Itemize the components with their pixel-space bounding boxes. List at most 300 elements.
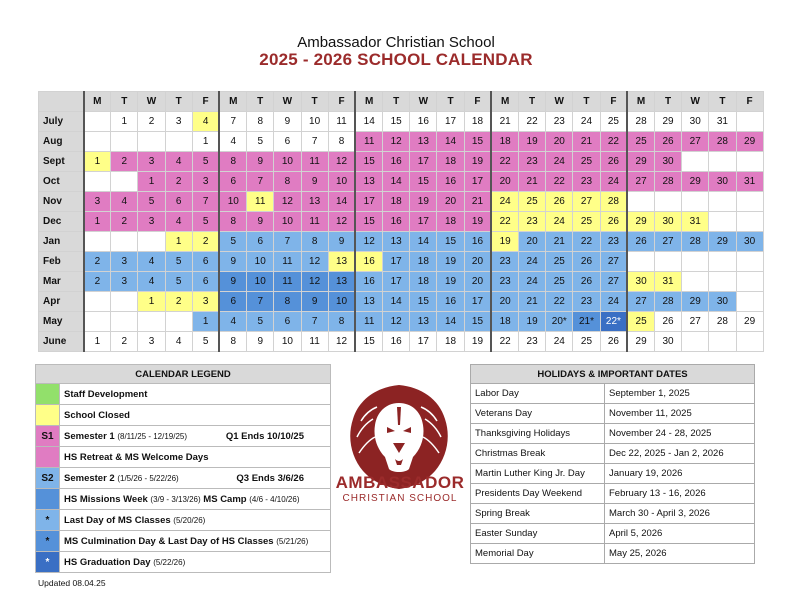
day-cell: 14 (437, 312, 464, 332)
legend-row (36, 531, 331, 552)
day-cell: 10 (247, 252, 274, 272)
day-cell: 6 (192, 252, 219, 272)
month-row (39, 272, 764, 292)
legend-detail: (8/11/25 - 12/19/25) (117, 431, 188, 441)
day-cell: 20 (519, 232, 546, 252)
day-cell (84, 312, 111, 332)
day-cell: 26 (600, 152, 627, 172)
holiday-date: January 19, 2026 (605, 464, 755, 484)
month-label: Apr (39, 292, 84, 312)
day-cell: 13 (410, 312, 437, 332)
day-cell: 23 (491, 272, 518, 292)
day-cell: 11 (328, 112, 355, 132)
day-cell: 10 (301, 112, 328, 132)
day-cell: 13 (410, 132, 437, 152)
month-row (39, 292, 764, 312)
day-cell (736, 192, 763, 212)
legend-row (36, 426, 331, 447)
holiday-date: February 13 - 16, 2026 (605, 484, 755, 504)
day-cell: 3 (84, 192, 111, 212)
day-cell (682, 332, 709, 352)
day-cell: 30 (709, 292, 736, 312)
day-cell: 18 (437, 152, 464, 172)
holiday-name: Presidents Day Weekend (471, 484, 605, 504)
day-cell: 6 (219, 292, 246, 312)
calendar-legend (35, 364, 331, 573)
day-cell (627, 252, 654, 272)
weekday-header: M (355, 92, 382, 112)
weekday-header: W (274, 92, 301, 112)
day-cell: 12 (355, 232, 382, 252)
day-cell: 30 (736, 232, 763, 252)
weekday-header: T (709, 92, 736, 112)
weekday-header: M (627, 92, 654, 112)
day-cell: 3 (192, 292, 219, 312)
day-cell: 4 (165, 212, 192, 232)
day-cell (709, 152, 736, 172)
day-cell: 15 (355, 332, 382, 352)
day-cell: 7 (301, 132, 328, 152)
day-cell: 25 (546, 272, 573, 292)
day-cell (709, 212, 736, 232)
day-cell: 13 (328, 252, 355, 272)
month-label: July (39, 112, 84, 132)
legend-detail: (3/9 - 3/13/26) (150, 494, 201, 504)
month-label: Feb (39, 252, 84, 272)
day-cell: 3 (165, 112, 192, 132)
day-cell: 30 (682, 112, 709, 132)
day-cell: 1 (192, 132, 219, 152)
weekday-header: T (437, 92, 464, 112)
legend-detail: (4/6 - 4/10/26) (249, 494, 300, 504)
day-cell: 2 (111, 212, 138, 232)
day-cell: 15 (437, 232, 464, 252)
weekday-header: T (247, 92, 274, 112)
day-cell: 12 (301, 272, 328, 292)
holiday-name: Labor Day (471, 384, 605, 404)
day-cell: 10 (274, 332, 301, 352)
day-cell (682, 252, 709, 272)
day-cell: 3 (138, 212, 165, 232)
day-cell: 8 (274, 172, 301, 192)
day-cell: 25 (573, 212, 600, 232)
day-cell: 22 (491, 332, 518, 352)
day-cell: 31 (654, 272, 681, 292)
day-cell: 19 (437, 252, 464, 272)
day-cell (111, 132, 138, 152)
day-cell: 22 (546, 172, 573, 192)
holiday-name: Martin Luther King Jr. Day (471, 464, 605, 484)
holiday-date: Dec 22, 2025 - Jan 2, 2026 (605, 444, 755, 464)
day-cell: 14 (383, 292, 410, 312)
day-cell: 12 (383, 132, 410, 152)
day-cell: 23 (600, 232, 627, 252)
day-cell: 3 (111, 272, 138, 292)
day-cell: 17 (464, 292, 491, 312)
holiday-date: May 25, 2026 (605, 544, 755, 564)
holiday-date: November 24 - 28, 2025 (605, 424, 755, 444)
legend-label: HS Graduation Day (5/22/26) (60, 552, 331, 573)
day-cell: 6 (274, 312, 301, 332)
holiday-date: September 1, 2025 (605, 384, 755, 404)
day-cell: 19 (437, 272, 464, 292)
day-cell: 30 (654, 332, 681, 352)
day-cell: 22 (491, 212, 518, 232)
day-cell (709, 252, 736, 272)
legend-label: School Closed (60, 405, 331, 426)
day-cell (654, 252, 681, 272)
month-row (39, 152, 764, 172)
weekday-header: T (654, 92, 681, 112)
day-cell: 31 (709, 112, 736, 132)
day-cell: 25 (627, 312, 654, 332)
holidays-table (470, 364, 755, 564)
day-cell: 31 (736, 172, 763, 192)
day-cell: 29 (709, 232, 736, 252)
day-cell: 23 (519, 152, 546, 172)
holiday-row (471, 524, 755, 544)
day-cell: 15 (410, 172, 437, 192)
weekday-header: W (546, 92, 573, 112)
day-cell: 26 (654, 312, 681, 332)
day-cell: 9 (274, 112, 301, 132)
holiday-date: March 30 - April 3, 2026 (605, 504, 755, 524)
day-cell: 28 (627, 112, 654, 132)
month-label: Mar (39, 272, 84, 292)
day-cell: 25 (573, 332, 600, 352)
day-cell: 9 (219, 252, 246, 272)
day-cell: 26 (627, 232, 654, 252)
day-cell: 29 (627, 152, 654, 172)
day-cell: 18 (491, 132, 518, 152)
day-cell: 24 (600, 292, 627, 312)
day-cell: 14 (383, 172, 410, 192)
day-cell: 5 (219, 232, 246, 252)
day-cell: 2 (192, 232, 219, 252)
day-cell: 4 (165, 332, 192, 352)
legend-row (36, 510, 331, 531)
weekday-header: W (138, 92, 165, 112)
day-cell: 4 (192, 112, 219, 132)
day-cell (84, 232, 111, 252)
day-cell (709, 192, 736, 212)
day-cell: 9 (301, 292, 328, 312)
day-cell (165, 132, 192, 152)
weekday-header: W (410, 92, 437, 112)
legend-swatch: * (36, 552, 60, 573)
day-cell: 3 (192, 172, 219, 192)
day-cell: 13 (383, 232, 410, 252)
legend-swatch (36, 405, 60, 426)
day-cell: 10 (328, 292, 355, 312)
day-cell: 5 (165, 252, 192, 272)
day-cell: 16 (383, 152, 410, 172)
calendar-title: 2025 - 2026 SCHOOL CALENDAR (259, 50, 533, 69)
day-cell: 4 (138, 272, 165, 292)
logo-subtitle: CHRISTIAN SCHOOL (342, 493, 458, 504)
day-cell: 18 (383, 192, 410, 212)
day-cell: 5 (138, 192, 165, 212)
holidays-header: HOLIDAYS & IMPORTANT DATES (471, 365, 755, 384)
day-cell: 14 (437, 132, 464, 152)
month-row (39, 192, 764, 212)
day-cell (736, 152, 763, 172)
day-cell: 16 (410, 112, 437, 132)
day-cell: 29 (627, 332, 654, 352)
day-cell (682, 152, 709, 172)
day-cell: 1 (111, 112, 138, 132)
day-cell (709, 272, 736, 292)
day-cell: 30 (654, 212, 681, 232)
legend-label: Last Day of MS Classes (5/20/26) (60, 510, 331, 531)
legend-quarter-note: Q3 Ends 3/6/26 (236, 472, 304, 484)
day-cell: 3 (138, 332, 165, 352)
day-cell: 25 (573, 152, 600, 172)
day-cell: 18 (437, 212, 464, 232)
day-cell: 25 (546, 252, 573, 272)
day-cell: 19 (519, 312, 546, 332)
day-cell: 23 (491, 252, 518, 272)
day-cell: 26 (546, 192, 573, 212)
day-cell: 9 (328, 232, 355, 252)
holiday-date: April 5, 2026 (605, 524, 755, 544)
day-cell: 11 (274, 272, 301, 292)
day-cell: 5 (165, 272, 192, 292)
holiday-row (471, 404, 755, 424)
day-cell: 16 (383, 212, 410, 232)
day-cell: 24 (546, 212, 573, 232)
day-cell: 21 (491, 112, 518, 132)
day-cell: 22 (546, 292, 573, 312)
day-cell: 27 (682, 132, 709, 152)
legend-row (36, 468, 331, 489)
day-cell: 9 (247, 212, 274, 232)
day-cell: 22* (600, 312, 627, 332)
day-cell: 19 (410, 192, 437, 212)
day-cell (84, 292, 111, 312)
holiday-name: Memorial Day (471, 544, 605, 564)
day-cell: 22 (600, 132, 627, 152)
day-cell (736, 292, 763, 312)
day-cell: 15 (355, 212, 382, 232)
day-cell: 28 (654, 292, 681, 312)
day-cell: 7 (274, 232, 301, 252)
day-cell (627, 192, 654, 212)
day-cell: 4 (219, 312, 246, 332)
day-cell: 1 (165, 232, 192, 252)
day-cell: 6 (247, 232, 274, 252)
legend-label: Staff Development (60, 384, 331, 405)
day-cell: 11 (247, 192, 274, 212)
legend-swatch (36, 384, 60, 405)
weekday-header: T (111, 92, 138, 112)
day-cell: 9 (247, 332, 274, 352)
legend-row (36, 489, 331, 510)
day-cell: 11 (274, 252, 301, 272)
day-cell: 10 (328, 172, 355, 192)
day-cell: 17 (464, 172, 491, 192)
weekday-header: F (464, 92, 491, 112)
day-cell: 2 (84, 272, 111, 292)
day-cell: 1 (138, 292, 165, 312)
day-cell: 10 (274, 152, 301, 172)
holiday-name: Spring Break (471, 504, 605, 524)
day-cell: 7 (219, 112, 246, 132)
legend-row (36, 405, 331, 426)
day-cell: 7 (247, 172, 274, 192)
day-cell: 1 (138, 172, 165, 192)
weekday-header: T (519, 92, 546, 112)
day-cell: 22 (491, 152, 518, 172)
day-cell: 19 (464, 332, 491, 352)
day-cell: 6 (274, 132, 301, 152)
day-cell: 6 (219, 172, 246, 192)
day-cell: 29 (627, 212, 654, 232)
day-cell: 6 (192, 272, 219, 292)
day-cell (736, 112, 763, 132)
day-cell: 18 (464, 112, 491, 132)
day-cell: 28 (682, 232, 709, 252)
day-cell (709, 332, 736, 352)
day-cell: 4 (219, 132, 246, 152)
day-cell: 9 (301, 172, 328, 192)
day-cell: 11 (301, 152, 328, 172)
month-row (39, 252, 764, 272)
day-cell: 11 (355, 312, 382, 332)
day-cell: 29 (736, 132, 763, 152)
day-cell: 27 (682, 312, 709, 332)
day-cell: 24 (546, 332, 573, 352)
day-cell: 12 (328, 152, 355, 172)
day-cell: 2 (138, 112, 165, 132)
day-cell: 8 (328, 312, 355, 332)
weekday-header: M (219, 92, 246, 112)
day-cell: 26 (573, 252, 600, 272)
day-cell: 9 (219, 272, 246, 292)
legend-swatch: * (36, 510, 60, 531)
day-cell: 10 (247, 272, 274, 292)
day-cell: 12 (328, 212, 355, 232)
day-cell: 23 (573, 292, 600, 312)
weekday-header: M (491, 92, 518, 112)
day-cell: 1 (192, 312, 219, 332)
day-cell: 13 (355, 172, 382, 192)
day-cell: 5 (247, 312, 274, 332)
day-cell: 7 (301, 312, 328, 332)
day-cell: 16 (437, 172, 464, 192)
day-cell: 19 (464, 152, 491, 172)
day-cell: 14 (355, 112, 382, 132)
day-cell (84, 172, 111, 192)
day-cell: 16 (464, 232, 491, 252)
day-cell: 24 (573, 112, 600, 132)
day-cell: 27 (654, 232, 681, 252)
day-cell: 1 (84, 212, 111, 232)
day-cell: 19 (519, 132, 546, 152)
legend-detail: (5/22/26) (153, 557, 186, 567)
day-cell: 30 (654, 152, 681, 172)
month-label: June (39, 332, 84, 352)
day-cell: 20 (546, 132, 573, 152)
day-cell: 2 (165, 172, 192, 192)
day-cell: 20 (464, 252, 491, 272)
day-cell (111, 232, 138, 252)
month-row (39, 312, 764, 332)
day-cell: 17 (410, 152, 437, 172)
holiday-name: Thanksgiving Holidays (471, 424, 605, 444)
legend-label: Q3 Ends 3/6/26 Semester 2 (1/5/26 - 5/22/26) (60, 468, 331, 489)
day-cell: 14 (328, 192, 355, 212)
day-cell (736, 272, 763, 292)
day-cell: 12 (328, 332, 355, 352)
day-cell: 21* (573, 312, 600, 332)
day-cell: 20* (546, 312, 573, 332)
day-cell (165, 312, 192, 332)
day-cell: 12 (274, 192, 301, 212)
weekday-header: F (600, 92, 627, 112)
day-cell: 21 (546, 232, 573, 252)
day-cell: 31 (682, 212, 709, 232)
day-cell: 18 (491, 312, 518, 332)
day-cell (736, 212, 763, 232)
legend-swatch: S2 (36, 468, 60, 489)
month-label: Aug (39, 132, 84, 152)
day-cell: 7 (247, 292, 274, 312)
day-cell: 24 (546, 152, 573, 172)
day-cell: 22 (519, 112, 546, 132)
day-cell: 3 (138, 152, 165, 172)
month-label: Nov (39, 192, 84, 212)
day-cell: 28 (654, 172, 681, 192)
day-cell: 15 (464, 312, 491, 332)
day-cell: 17 (410, 212, 437, 232)
legend-label: Q1 Ends 10/10/25 Semester 1 (8/11/25 - 12/19/25) (60, 426, 331, 447)
day-cell: 5 (192, 152, 219, 172)
day-cell: 18 (437, 332, 464, 352)
day-cell: 24 (519, 272, 546, 292)
day-cell (682, 192, 709, 212)
weekday-header: T (383, 92, 410, 112)
day-cell: 17 (383, 272, 410, 292)
holiday-row (471, 544, 755, 564)
holiday-row (471, 464, 755, 484)
day-cell (84, 132, 111, 152)
holiday-name: Christmas Break (471, 444, 605, 464)
day-cell: 23 (546, 112, 573, 132)
day-cell: 13 (328, 272, 355, 292)
day-cell: 15 (410, 292, 437, 312)
holiday-name: Veterans Day (471, 404, 605, 424)
day-cell: 27 (600, 272, 627, 292)
day-cell: 28 (709, 312, 736, 332)
day-cell: 25 (519, 192, 546, 212)
day-cell: 11 (355, 132, 382, 152)
day-cell: 13 (301, 192, 328, 212)
day-cell: 8 (301, 232, 328, 252)
day-cell: 24 (491, 192, 518, 212)
weekday-header: T (573, 92, 600, 112)
day-cell: 30 (709, 172, 736, 192)
day-cell: 21 (573, 132, 600, 152)
day-cell: 5 (192, 332, 219, 352)
day-cell: 8 (328, 132, 355, 152)
day-cell: 11 (301, 212, 328, 232)
day-cell: 17 (383, 252, 410, 272)
day-cell: 4 (111, 192, 138, 212)
day-cell (111, 172, 138, 192)
day-cell: 17 (355, 192, 382, 212)
day-cell: 1 (84, 332, 111, 352)
